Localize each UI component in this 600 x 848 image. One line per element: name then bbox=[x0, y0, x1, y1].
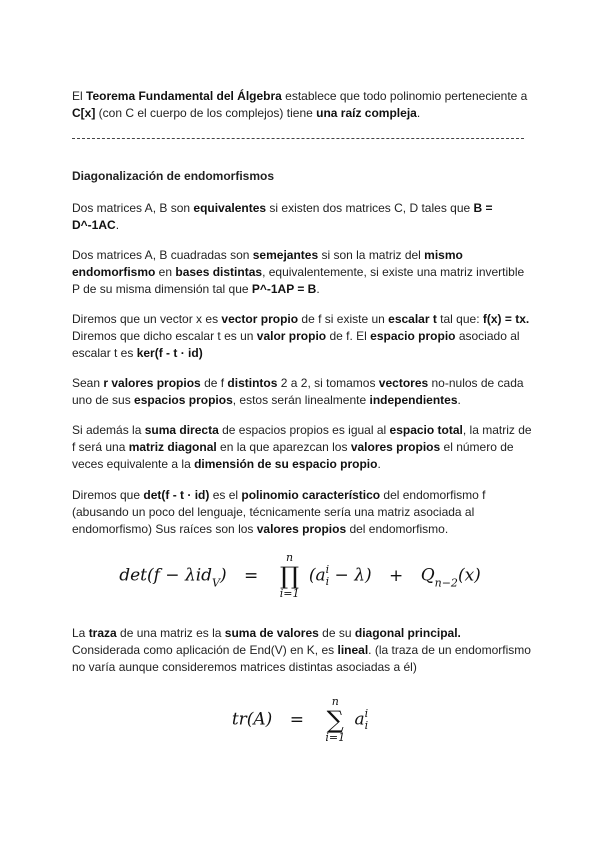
paragraph-diagonal-matrix: Si además la suma directa de espacios propios es igual al espacio total, la matriz de f será una matriz diagonal en la que aparezcan los valores propios el número de veces equivalente a la dimensión de su espacio propio. bbox=[72, 423, 532, 471]
sum-operator: n ∑ i=1 bbox=[325, 695, 346, 744]
paragraph-eigenvector: Diremos que un vector x es vector propio de f si existe un escalar t tal que: f(x) = tx. Diremos que dicho escalar t es un valor propio de f. El espacio propio asociado al escalar t es ker(f - t · id) bbox=[72, 312, 530, 360]
formula-trace: tr(A) = n ∑ i=1 a i i bbox=[231, 695, 369, 744]
paragraph-trace: La traza de una matriz es la suma de valores de su diagonal principal. Considerada como aplicación de End(V) en K, es lineal. (la traza de un endomorfismo no varía aunque consideremos matrices distintas asociadas a él) bbox=[72, 626, 531, 674]
paragraph-fundamental-theorem: El Teorema Fundamental del Álgebra establece que todo polinomio perteneciente a C[x] (con C el cuerpo de los complejos) tiene una raíz compleja. bbox=[72, 89, 528, 120]
section-heading: Diagonalización de endomorfismos bbox=[72, 169, 275, 183]
product-operator: n ∏ i=1 bbox=[279, 551, 300, 600]
section-divider bbox=[72, 138, 524, 139]
paragraph-characteristic-polynomial: Diremos que det(f - t · id) es el polinomio característico del endomorfismo f (abusando un poco del lenguaje, técnicamente sería una matriz asociada al endomorfismo) Sus raíces son los valores propios del endomorfismo. bbox=[72, 488, 486, 536]
paragraph-similar-matrices: Dos matrices A, B cuadradas son semejantes si son la matriz del mismo endomorfismo en bases distintas, equivalentemente, si existe una matriz invertible P de su misma dimensión tal que P^-1AP = B. bbox=[72, 248, 525, 296]
paragraph-equivalent-matrices: Dos matrices A, B son equivalentes si existen dos matrices C, D tales que B = D^-1AC. bbox=[72, 201, 493, 232]
formula-characteristic-polynomial: det(f − λid$_V$) = n ∏ i=1 (a i i − $\lambda) + Q_{n-2}(x)$ bbox=[119, 551, 481, 600]
paragraph-independence: Sean r valores propios de f distintos 2 a 2, si tomamos vectores no-nulos de cada uno de sus espacios propios, estos serán linealmente independientes. bbox=[72, 376, 524, 407]
